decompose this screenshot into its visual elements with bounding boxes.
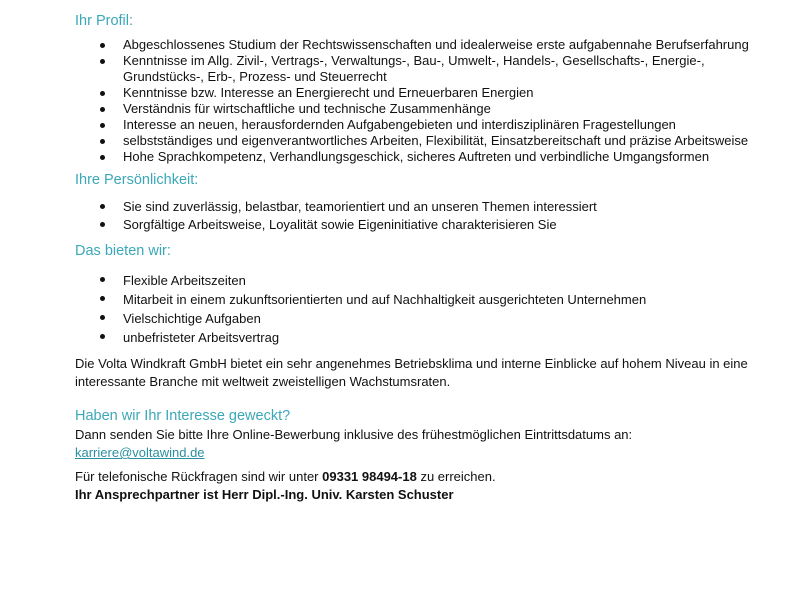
offer-list (75, 271, 755, 347)
personality-heading: Ihre Persönlichkeit: (75, 172, 199, 188)
offer-heading: Das bieten wir: (75, 243, 171, 259)
personality-list (75, 198, 755, 234)
phone-text-before: Für telefonische Rückfragen sind wir unter (75, 469, 323, 484)
list-item: Kenntnisse bzw. Interesse an Energierecht und Erneuerbaren Energien (75, 85, 755, 101)
list-item: Abgeschlossenes Studium der Rechtswissenschaften und idealerweise erste aufgabennahe Berufserfahrung (75, 37, 755, 53)
list-item: Hohe Sprachkompetenz, Verhandlungsgeschick, sicheres Auftreten und verbindliche Umgangsformen (75, 149, 755, 165)
cta-text: Dann senden Sie bitte Ihre Online-Bewerbung inklusive des frühestmöglichen Eintrittsdatums an: (75, 427, 633, 442)
cta-heading: Haben wir Ihr Interesse geweckt? (75, 408, 291, 424)
list-item: Interesse an neuen, herausfordernden Aufgabengebieten und interdisziplinären Fragestellungen (75, 117, 755, 133)
profile-list (75, 37, 755, 165)
email-link[interactable]: karriere@voltawind.de (75, 445, 205, 460)
phone-number: 09331 98494-18 (322, 469, 417, 484)
list-item: unbefristeter Arbeitsvertrag (75, 328, 755, 347)
list-item: Mitarbeit in einem zukunftsorientierten und auf Nachhaltigkeit ausgerichteten Unternehmen (75, 290, 755, 309)
list-item: Sorgfältige Arbeitsweise, Loyalität sowie Eigeninitiative charakterisieren Sie (75, 216, 755, 234)
list-item: Flexible Arbeitszeiten (75, 271, 755, 290)
list-item: Kenntnisse im Allg. Zivil-, Vertrags-, Verwaltungs-, Bau-, Umwelt-, Handels-, Gesellschafts-, Energie-, Grundstücks-, Erb-, Prozess- und Steuerrecht (75, 53, 755, 85)
contact-person: Ihr Ansprechpartner ist Herr Dipl.-Ing. Univ. Karsten Schuster (75, 487, 454, 502)
list-item: Verständnis für wirtschaftliche und technische Zusammenhänge (75, 101, 755, 117)
profile-heading: Ihr Profil: (75, 13, 134, 29)
list-item: Sie sind zuverlässig, belastbar, teamorientiert und an unseren Themen interessiert (75, 198, 755, 216)
list-item: Vielschichtige Aufgaben (75, 309, 755, 328)
phone-line (75, 468, 755, 486)
phone-text-after: zu erreichen. (416, 469, 496, 484)
job-posting-content (75, 12, 755, 504)
list-item: selbstständiges und eigenverantwortliches Arbeiten, Flexibilität, Einsatzbereitschaft und präzise Arbeitsweise (75, 133, 755, 149)
company-paragraph: Die Volta Windkraft GmbH bietet ein sehr angenehmes Betriebsklima und interne Einblicke auf hohem Niveau in eine interessante Branche mit weltweit zweistelligen Wachstumsraten. (75, 356, 748, 389)
